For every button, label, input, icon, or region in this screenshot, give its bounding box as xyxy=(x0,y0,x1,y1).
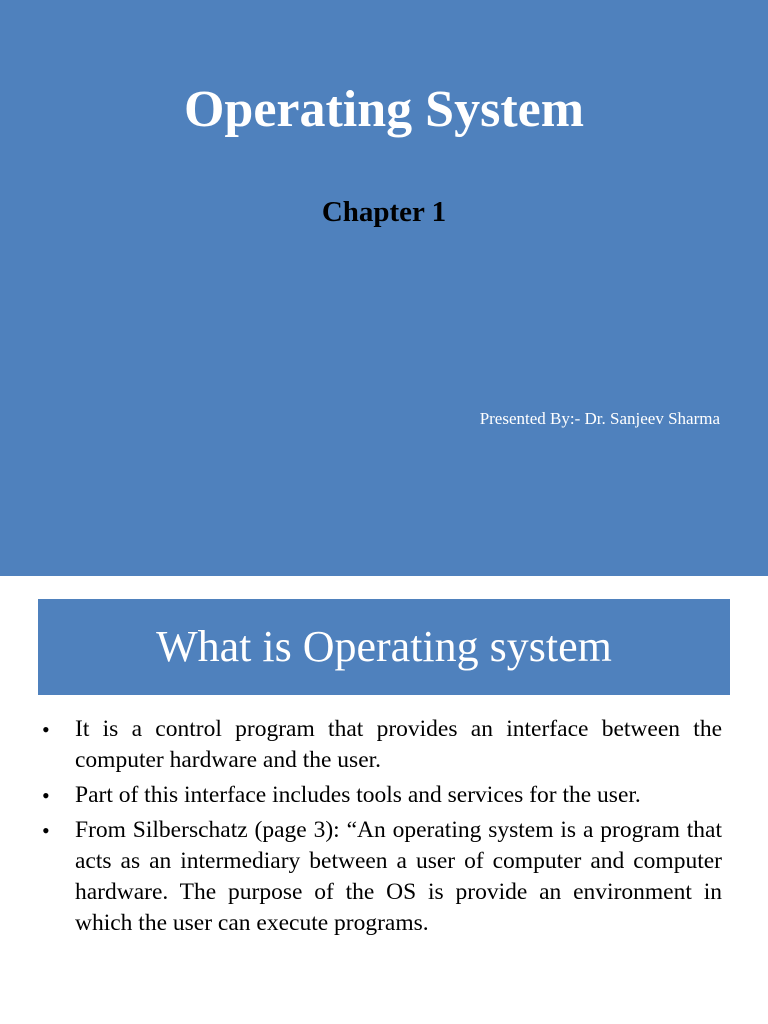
presenter-credit: Presented By:- Dr. Sanjeev Sharma xyxy=(479,409,720,428)
bullet-text: Part of this interface includes tools and services for the user. xyxy=(75,782,641,808)
bullet-text: It is a control program that provides an interface between the computer hardware and the user. xyxy=(75,716,722,773)
bullet-icon: • xyxy=(42,783,50,808)
bullet-list xyxy=(38,714,722,943)
slide-title: Operating System xyxy=(183,81,585,138)
slide-subtitle: Chapter 1 xyxy=(321,196,447,228)
bullet-icon: • xyxy=(42,818,50,843)
slide-header-bar xyxy=(38,599,730,695)
content-slide xyxy=(0,576,768,1024)
list-item xyxy=(38,780,722,811)
slide-heading: What is Operating system xyxy=(156,622,612,671)
bullet-text: From Silberschatz (page 3): “An operating system is a program that acts as an intermediary between a user of computer and computer hardware. The purpose of the OS is provide an environment in which the user can execute programs. xyxy=(75,817,722,936)
bullet-icon: • xyxy=(42,717,50,742)
list-item xyxy=(38,815,722,939)
list-item xyxy=(38,714,722,776)
